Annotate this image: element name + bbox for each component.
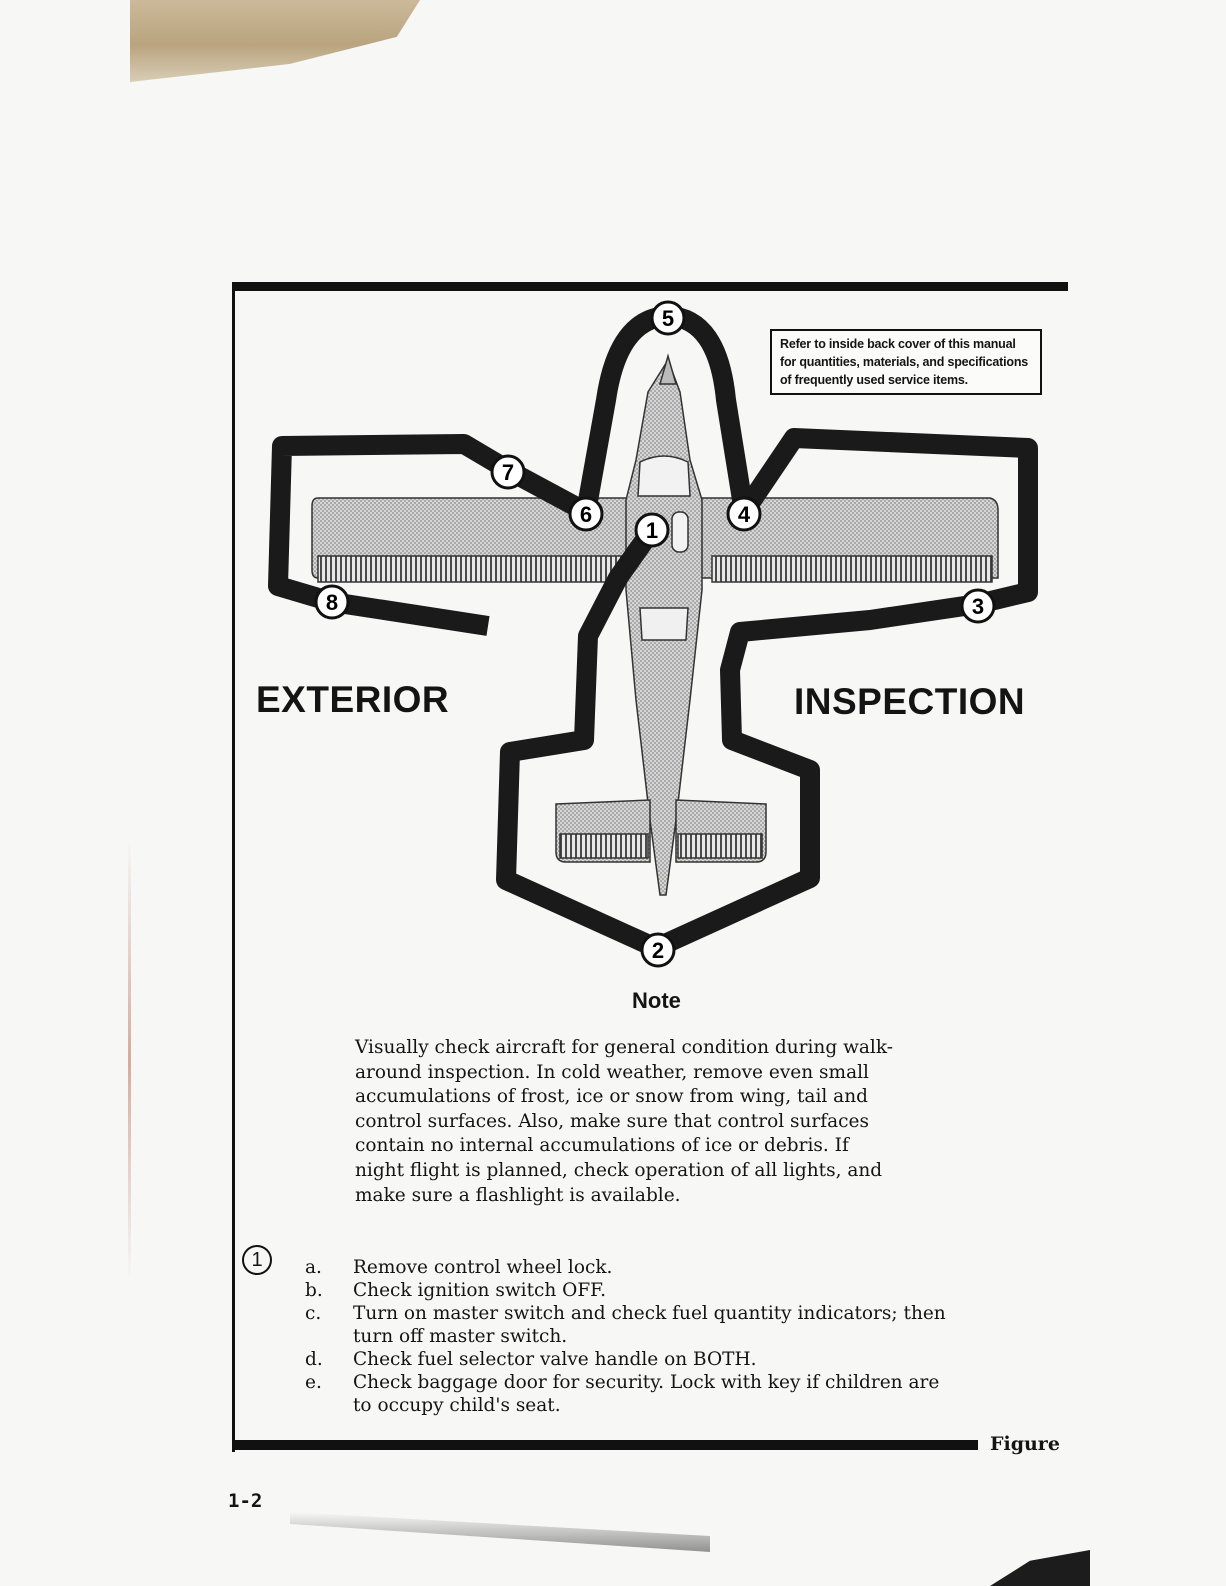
item-text: Turn on master switch and check fuel quantity indicators; then [353, 1303, 946, 1324]
note-line: night flight is planned, check operation of all lights, and [355, 1159, 883, 1181]
station-marker-5 [652, 302, 684, 334]
station-label-4: 4 [737, 502, 751, 527]
station-marker-3 [962, 590, 994, 622]
station-label-6: 6 [579, 502, 593, 527]
note-line: contain no internal accumulations of ice or debris. If [355, 1135, 849, 1157]
station-label-3: 3 [971, 594, 985, 619]
station-marker-4 [728, 498, 760, 530]
diagram-title-inspection: INSPECTION [794, 681, 1026, 722]
station-1-checklist [305, 1256, 1005, 1417]
figure-label: Figure [990, 1433, 1060, 1455]
station-marker-1 [636, 514, 668, 546]
checklist-item [305, 1256, 1005, 1279]
item-letter: b. [305, 1280, 323, 1301]
station-label-5: 5 [661, 306, 675, 331]
station-marker-7 [492, 456, 524, 488]
note-line: accumulations of frost, ice or snow from wing, tail and [355, 1086, 868, 1108]
page-number: 1-2 [228, 1490, 263, 1512]
note-line: around inspection. In cold weather, remove even small [355, 1061, 869, 1083]
item-text: to occupy child's seat. [353, 1395, 561, 1416]
item-text: Check ignition switch OFF. [353, 1280, 607, 1301]
note-text [355, 1036, 955, 1208]
checklist-item [305, 1279, 1005, 1302]
checklist-item [305, 1348, 1005, 1371]
item-text: turn off master switch. [353, 1326, 568, 1347]
item-text: Remove control wheel lock. [353, 1257, 613, 1278]
checklist-station-number: 1 [242, 1245, 272, 1275]
note-line: control surfaces. Also, make sure that control surfaces [355, 1110, 869, 1132]
item-letter: c. [305, 1303, 322, 1324]
note-heading: Note [632, 988, 681, 1013]
note-line: Visually check aircraft for general condition during walk- [355, 1037, 893, 1058]
callout-line: of frequently used service items. [780, 373, 968, 387]
diagram-title-exterior: EXTERIOR [256, 679, 450, 720]
station-marker-2 [642, 934, 674, 966]
item-letter: a. [305, 1257, 322, 1278]
station-label-2: 2 [651, 938, 665, 963]
service-reference-callout [770, 329, 1042, 395]
station-marker-8 [316, 586, 348, 618]
station-marker-6 [570, 498, 602, 530]
station-label-1: 1 [645, 518, 659, 543]
checklist-item [305, 1302, 1005, 1348]
item-text: Check fuel selector valve handle on BOTH. [353, 1349, 757, 1370]
station-label-7: 7 [501, 460, 515, 485]
callout-line: Refer to inside back cover of this manual [780, 337, 1016, 351]
item-letter: e. [305, 1372, 322, 1393]
checklist-item [305, 1371, 1005, 1417]
item-text: Check baggage door for security. Lock with key if children are [353, 1372, 940, 1393]
callout-line: for quantities, materials, and specifications [780, 355, 1029, 369]
station-label-8: 8 [325, 590, 339, 615]
note-line: make sure a flashlight is available. [355, 1184, 681, 1206]
item-letter: d. [305, 1349, 323, 1370]
